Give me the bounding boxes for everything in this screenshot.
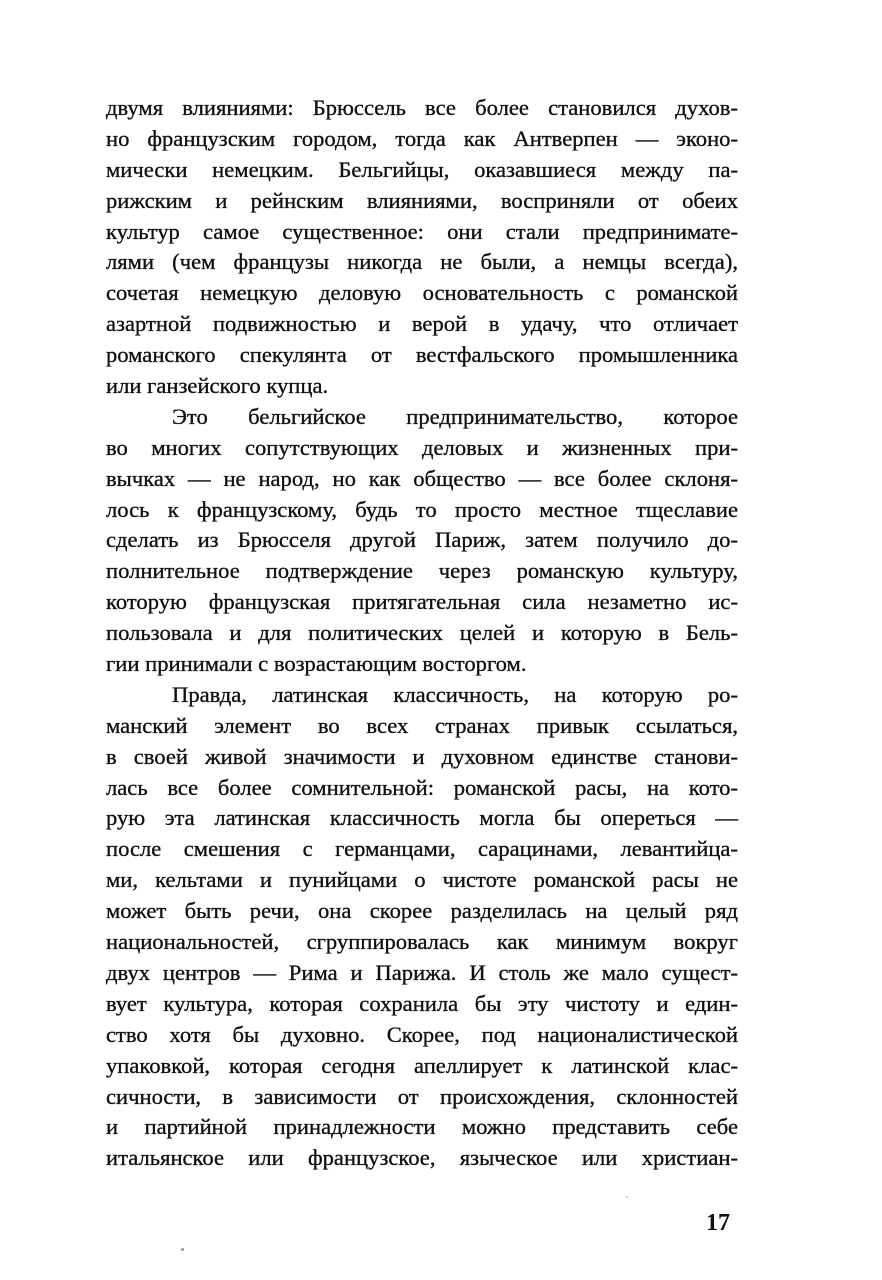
page-number: 17 xyxy=(706,1210,730,1236)
text-line: манский элемент во всех странах привык ссылаться, xyxy=(106,712,738,738)
text-line: во многих сопутствующих деловых и жизненных при- xyxy=(106,434,738,460)
text-line: рижским и рейнским влияниями, восприняли от обеих xyxy=(106,187,738,213)
text-line: ми, кельтами и пунийцами о чистоте романской расы не xyxy=(106,867,738,893)
paragraph-2 xyxy=(106,402,738,680)
text-line: ство хотя бы духовно. Скорее, под националистической xyxy=(106,1021,738,1047)
paragraph-1 xyxy=(106,93,738,402)
text-line: рую эта латинская классичность могла бы опереться — xyxy=(106,805,738,831)
text-line: Правда, латинская классичность, на которую ро- xyxy=(172,681,738,707)
text-line: упаковкой, которая сегодня апеллирует к латинской клас- xyxy=(106,1052,738,1078)
text-line: лями (чем французы никогда не были, а немцы всегда), xyxy=(106,249,738,275)
scan-speck xyxy=(181,1248,184,1251)
text-line: лось к французскому, будь то просто местное тщеславие xyxy=(106,496,738,522)
text-line: в своей живой значимости и духовном единстве станови- xyxy=(106,743,738,769)
text-line: или ганзейского купца. xyxy=(106,373,329,399)
text-line: сочетая немецкую деловую основательность с романской xyxy=(106,280,738,306)
text-line: двух центров — Рима и Парижа. И столь же мало сущест- xyxy=(106,959,738,985)
text-line: вычках — не народ, но как общество — все более склоня- xyxy=(106,465,738,491)
text-line: культур самое существенное: они стали предпринимате- xyxy=(106,218,738,244)
text-line: которую французская притягательная сила незаметно ис- xyxy=(106,589,738,615)
text-line: и партийной принадлежности можно представить себе xyxy=(106,1114,738,1140)
text-line: лась все более сомнительной: романской расы, на кото- xyxy=(106,774,738,800)
text-line: сделать из Брюсселя другой Париж, затем получило до- xyxy=(106,527,738,553)
text-line: романского спекулянта от вестфальского промышленника xyxy=(106,342,738,368)
paragraph-3 xyxy=(106,680,738,1174)
text-line: мически немецким. Бельгийцы, оказавшиеся между па- xyxy=(106,156,738,182)
text-line: может быть речи, она скорее разделилась на целый ряд xyxy=(106,898,738,924)
text-line: двумя влияниями: Брюссель все более становился духов- xyxy=(106,95,738,120)
text-line: Это бельгийское предпринимательство, которое xyxy=(172,403,738,429)
text-line: гии принимали с возрастающим восторгом. xyxy=(106,651,527,677)
text-line: после смешения с германцами, сарацинами, левантийца- xyxy=(106,836,738,862)
text-line: национальностей, сгруппировалась как минимум вокруг xyxy=(106,929,738,955)
body-text xyxy=(106,93,738,1174)
text-line: пользовала и для политических целей и которую в Бель- xyxy=(106,620,738,646)
text-line: вует культура, которая сохранила бы эту чистоту и един- xyxy=(106,990,738,1016)
text-line: но французским городом, тогда как Антверпен — эконо- xyxy=(106,125,738,151)
text-line: полнительное подтверждение через романскую культуру, xyxy=(106,558,738,584)
scan-speck xyxy=(626,1196,628,1198)
text-line: азартной подвижностью и верой в удачу, что отличает xyxy=(106,311,738,337)
text-line: итальянское или французское, языческое или христиан- xyxy=(106,1145,738,1171)
text-line: сичности, в зависимости от происхождения, склонностей xyxy=(106,1083,738,1109)
